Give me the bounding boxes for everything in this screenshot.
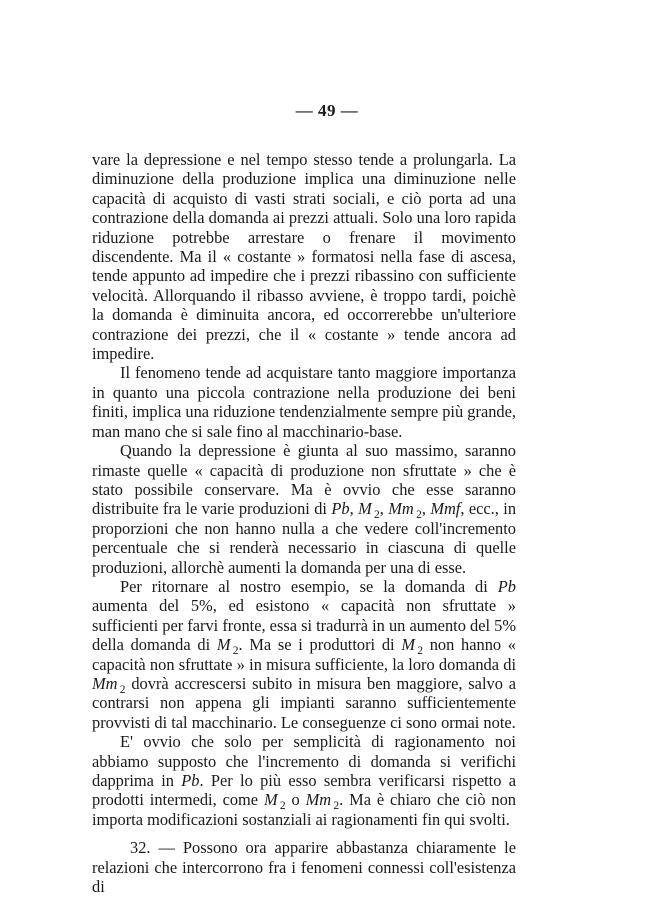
symbol-m: M [358, 499, 372, 519]
subscript: 2 [374, 509, 380, 522]
text-run: , [379, 499, 389, 519]
paragraph [92, 732, 516, 829]
subscript: 2 [417, 645, 423, 658]
text-run: . Ma se i produttori di [238, 635, 402, 655]
symbol-mm: Mm [305, 790, 332, 810]
text-run: dovrà accrescersi subito in misura ben maggiore, salvo a contrarsi non appena gli impianti saranno sufficientemente provvisti di tal macchinario. Le conseguenze ci sono ormai note. [92, 673, 516, 732]
symbol-pb: Pb [181, 771, 200, 790]
text-run: , [349, 499, 359, 519]
symbol-mm: Mm [388, 499, 414, 519]
paragraph: vare la depressione e nel tempo stesso tende a prolungarla. La diminuzione della produzione implica una diminuzione nelle capacità di acquisto di vasti strati sociali, e ciò porta ad una contrazione della domanda ai prezzi attuali. Solo una loro rapida riduzione potrebbe arrestare o frenare il movimento discendente. Ma il « costante » formatosi nella fase di ascesa, tende appunto ad impedire che i prezzi ribassino con sufficiente velocità. Allorquando il ribasso avviene, è troppo tardi, poichè la domanda è diminuita ancora, ed occorrerebbe un'ulteriore contrazione dei prezzi, che il « costante » tende ancora ad impedire. [92, 150, 516, 364]
text-run: , [421, 499, 431, 519]
symbol-pb: Pb [497, 576, 516, 596]
page-number: — 49 — [295, 101, 359, 120]
symbol-m: M [216, 635, 231, 655]
paragraph: Il fenomeno tende ad acquistare tanto maggiore importanza in quanto una piccola contrazione nella produzione dei beni finiti, implica una riduzione tendenzialmente sempre più grande, man mano che si sale fino al macchinario-base. [92, 363, 516, 441]
text-run: non hanno « capacità non sfruttate » in misura sufficiente, la loro domanda di [92, 635, 516, 674]
text-run: E' ovvio che solo per semplicità di ragionamento noi abbiamo supposto che l'incremento di domanda si verifichi dapprima in [92, 732, 516, 790]
subscript: 2 [232, 645, 239, 658]
paragraph [92, 441, 516, 577]
text-run: Quando la depressione è giunta al suo massimo, saranno rimaste quelle « capacità di produzione non sfruttate » che è stato possibile conservare. Ma è ovvio che esse saranno distribuite fra le varie produzioni di [92, 441, 516, 519]
subscript: 2 [279, 800, 286, 813]
text-run: aumenta del 5%, ed esistono « capacità non sfruttate » sufficienti per farvi fronte, essa si tradurrà in un aumento del 5% della domanda di [92, 596, 516, 655]
text-run: . Ma è chiaro che ciò non importa modificazioni sostanziali ai ragionamenti fin qui svolti. [92, 790, 516, 829]
symbol-mm: Mm [92, 673, 118, 693]
text-run: , ecc., in proporzioni che non hanno nulla a che vedere coll'incremento percentuale che si renderà necessario in ciascuna di quelle produzioni, allorchè aumenti la domanda per una di esse. [92, 499, 517, 577]
body-text [92, 150, 516, 896]
text-run: o [285, 790, 306, 810]
symbol-m: M [263, 790, 278, 810]
symbol-pb: Pb [331, 499, 350, 519]
subscript: 2 [119, 683, 126, 696]
symbol-mmf: Mmf [430, 499, 461, 519]
text-run: . Per lo più esso sembra verificarsi rispetto a prodotti intermedi, come [92, 771, 517, 810]
subscript: 2 [333, 800, 340, 813]
section-paragraph: 32. — Possono ora apparire abbastanza chiaramente le relazioni che intercorrono fra i fenomeni connessi coll'esistenza di [92, 838, 516, 897]
text-run: Per ritornare al nostro esempio, se la domanda di [120, 576, 498, 596]
symbol-m: M [401, 635, 415, 655]
paragraph [92, 577, 516, 732]
subscript: 2 [416, 509, 422, 522]
